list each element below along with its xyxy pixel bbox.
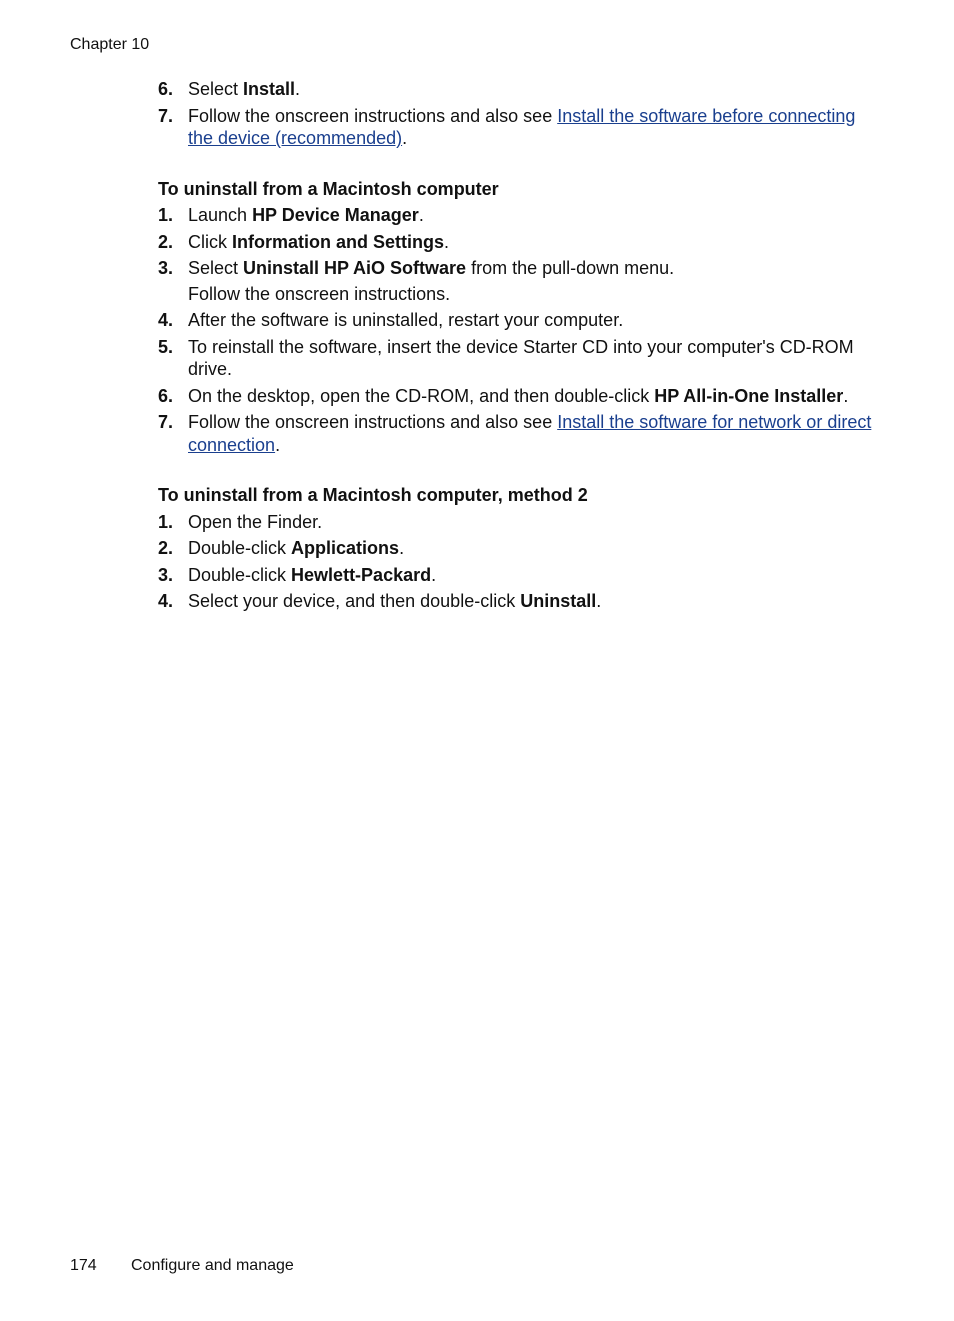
step-text: After the software is uninstalled, restart your computer. xyxy=(188,310,624,330)
step-number: 7. xyxy=(158,105,174,126)
chapter-header: Chapter 10 xyxy=(70,36,150,53)
page-number: 174 xyxy=(70,1257,97,1274)
step-number: 2. xyxy=(158,538,174,558)
step-number: 6. xyxy=(158,385,174,406)
list-item xyxy=(158,537,878,560)
list-item xyxy=(158,309,878,332)
step-number: 1. xyxy=(158,511,174,532)
ui-term: Hewlett-Packard xyxy=(291,564,432,585)
list-item xyxy=(158,257,878,280)
list-item xyxy=(158,105,878,150)
step-text: Open the Finder. xyxy=(188,511,323,532)
step-number: 3. xyxy=(158,564,174,585)
install-before-connecting-link[interactable]: Install the software before connecting the device (recommended) xyxy=(188,105,856,148)
step-text: Follow the onscreen instructions and also see Install the software before connecting the device (recommended). xyxy=(188,105,856,148)
step-number: 6. xyxy=(158,79,174,99)
ui-term: HP Device Manager xyxy=(252,205,419,225)
page-content xyxy=(158,78,878,617)
list-item xyxy=(158,590,878,613)
list-item xyxy=(158,385,878,408)
step-text: Click Information and Settings. xyxy=(188,231,450,252)
step-number: 3. xyxy=(158,258,174,278)
ui-term: HP All-in-One Installer xyxy=(654,385,844,406)
list-item xyxy=(158,78,878,101)
step-text: Double-click Applications. xyxy=(188,538,405,558)
ui-term: Uninstall HP AiO Software xyxy=(243,258,467,278)
footer-section-title: Configure and manage xyxy=(131,1257,294,1274)
step-number: 4. xyxy=(158,310,174,330)
step-text: To reinstall the software, insert the device Starter CD into your computer's CD-ROM drive. xyxy=(188,336,854,379)
step-number: 1. xyxy=(158,205,174,225)
step-number: 7. xyxy=(158,412,174,432)
step-text: On the desktop, open the CD-ROM, and then double-click HP All-in-One Installer. xyxy=(188,385,849,406)
ui-term: Information and Settings xyxy=(232,231,445,252)
page-footer xyxy=(70,1257,294,1275)
list-item xyxy=(158,204,878,227)
step-number: 5. xyxy=(158,336,174,357)
step-text: Select Uninstall HP AiO Software from the pull-down menu. xyxy=(188,258,675,278)
step-text: Launch HP Device Manager. xyxy=(188,205,424,225)
ui-term: Uninstall xyxy=(520,591,597,611)
step-text: Double-click Hewlett-Packard. xyxy=(188,564,437,585)
list-item xyxy=(158,336,878,381)
step-number: 2. xyxy=(158,231,174,252)
ui-term: Applications xyxy=(291,538,400,558)
ui-term: Install xyxy=(243,79,296,99)
install-network-direct-link[interactable]: Install the software for network or direct connection xyxy=(188,412,872,455)
step-text: Select Install. xyxy=(188,79,301,99)
list-item xyxy=(158,511,878,534)
step-text: Follow the onscreen instructions and also see Install the software for network or direct connection. xyxy=(188,412,872,455)
step-text: Select your device, and then double-click Uninstall. xyxy=(188,591,602,611)
step-number: 4. xyxy=(158,591,174,611)
list-item xyxy=(158,564,878,587)
list-item xyxy=(158,411,878,456)
section-heading-macintosh-method-2: To uninstall from a Macintosh computer, method 2 xyxy=(158,485,588,505)
step-note: Follow the onscreen instructions. xyxy=(188,283,451,304)
list-item xyxy=(158,231,878,254)
section-heading-macintosh: To uninstall from a Macintosh computer xyxy=(158,178,499,199)
